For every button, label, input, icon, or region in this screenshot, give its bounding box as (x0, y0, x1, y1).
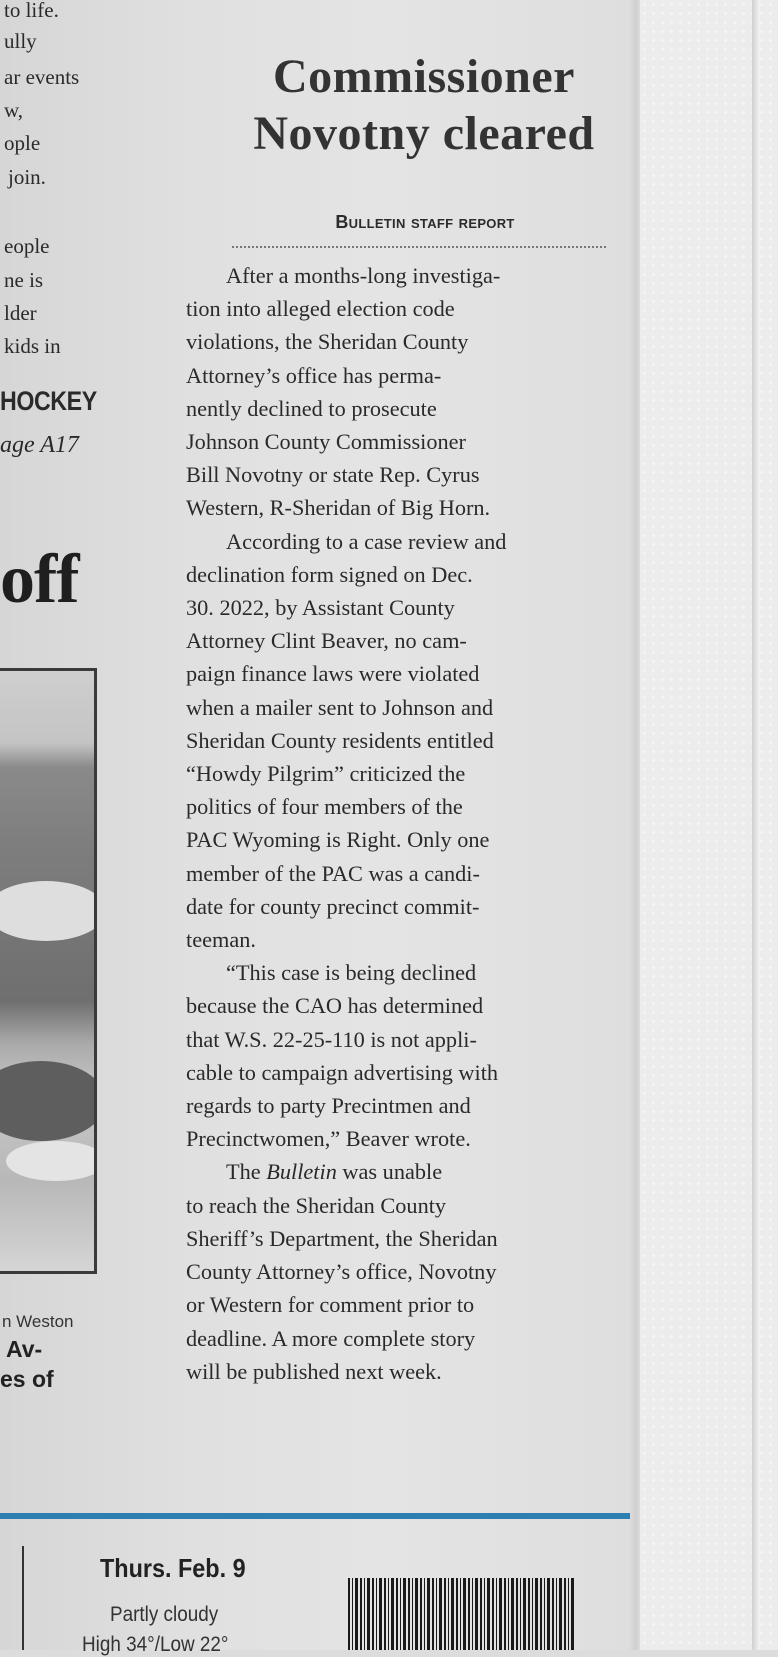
article-headline (214, 48, 634, 162)
footer-column-rule (22, 1546, 24, 1650)
body-line: According to a case review and (226, 528, 507, 554)
body-line: Attorney’s office has perma- (186, 362, 442, 388)
column-fragment: ully (4, 29, 37, 53)
page-jump-reference: age A17 (0, 432, 79, 458)
caption-fragment: es of (0, 1366, 54, 1392)
body-line: PAC Wyoming is Right. Only one (186, 827, 490, 853)
publication-name: Bulletin (266, 1159, 337, 1185)
body-line: 30. 2022, by Assistant County (186, 595, 455, 621)
section-jump-head: HOCKEY (0, 386, 97, 416)
body-line: Bill Novotny or state Rep. Cyrus (186, 462, 480, 488)
body-line: Precinctwomen,” Beaver wrote. (186, 1126, 471, 1152)
issue-date: Thurs. Feb. 9 (100, 1553, 246, 1583)
weather-temps: High 34°/Low 22° (82, 1633, 229, 1656)
body-line: “Howdy Pilgrim” criticized the (186, 761, 466, 787)
column-fragment: kids in (4, 334, 61, 358)
headline-line: Commissioner (273, 50, 575, 103)
body-line: when a mailer sent to Johnson and (186, 694, 494, 720)
photo-shadow (0, 1061, 97, 1141)
body-line: “This case is being declined (226, 960, 477, 986)
photo-highlight (0, 881, 97, 941)
body-line: Johnson County Commissioner (186, 429, 466, 455)
barcode (348, 1578, 574, 1650)
adjacent-headline-fragment: off (0, 541, 79, 618)
photo-highlight (6, 1141, 97, 1181)
body-line: deadline. A more complete story (186, 1325, 476, 1351)
article-body (186, 259, 630, 1388)
byline-divider (232, 246, 606, 248)
body-line: because the CAO has determined (186, 993, 484, 1019)
column-fragment: lder (4, 301, 37, 325)
body-line: After a months-long investiga- (226, 263, 501, 288)
body-line: Western, R-Sheridan of Big Horn. (186, 495, 491, 521)
column-fragment: join. (8, 165, 46, 189)
body-line: tion into alleged election code (186, 296, 455, 322)
weather-forecast: Partly cloudy (110, 1603, 219, 1626)
body-line: cable to campaign advertising with (186, 1059, 499, 1085)
body-line: Sheridan County residents entitled (186, 727, 494, 753)
body-line: paign finance laws were violated (186, 661, 480, 687)
body-line: declination form signed on Dec. (186, 561, 473, 587)
caption-fragment: Av- (6, 1336, 43, 1362)
body-line: violations, the Sheridan County (186, 329, 469, 355)
body-line: to reach the Sheridan County (186, 1192, 447, 1218)
body-line: or Western for comment prior to (186, 1292, 475, 1318)
body-line: will be published next week. (186, 1358, 442, 1384)
body-line: nently declined to prosecute (186, 395, 437, 421)
headline-line: Novotny cleared (253, 107, 595, 160)
column-fragment: w, (4, 98, 24, 122)
body-line: date for county precinct commit- (186, 893, 480, 919)
body-line: County Attorney’s office, Novotny (186, 1259, 497, 1285)
body-line: politics of four members of the (186, 794, 463, 820)
body-line: that W.S. 22-25-110 is not appli- (186, 1026, 477, 1052)
body-line: teeman. (186, 927, 256, 953)
column-fragment: ar events (4, 65, 80, 89)
page-edge (752, 0, 760, 1650)
body-line: regards to party Precintmen and (186, 1093, 471, 1119)
column-fragment: ne is (4, 268, 44, 292)
body-line: The Bulletin was unable (226, 1159, 443, 1185)
section-divider-rule (0, 1513, 630, 1519)
column-fragment: eople (4, 234, 50, 258)
adjacent-column (0, 0, 110, 1420)
news-photo (0, 668, 97, 1274)
body-line: Sheriff’s Department, the Sheridan (186, 1225, 498, 1251)
byline: Bulletin staff report (335, 212, 515, 232)
photo-credit: n Weston (2, 1312, 74, 1331)
column-fragment: ople (4, 131, 41, 155)
column-fragment: to life. (4, 0, 59, 22)
body-line: member of the PAC was a candi- (186, 860, 480, 886)
body-line: Attorney Clint Beaver, no cam- (186, 628, 467, 654)
